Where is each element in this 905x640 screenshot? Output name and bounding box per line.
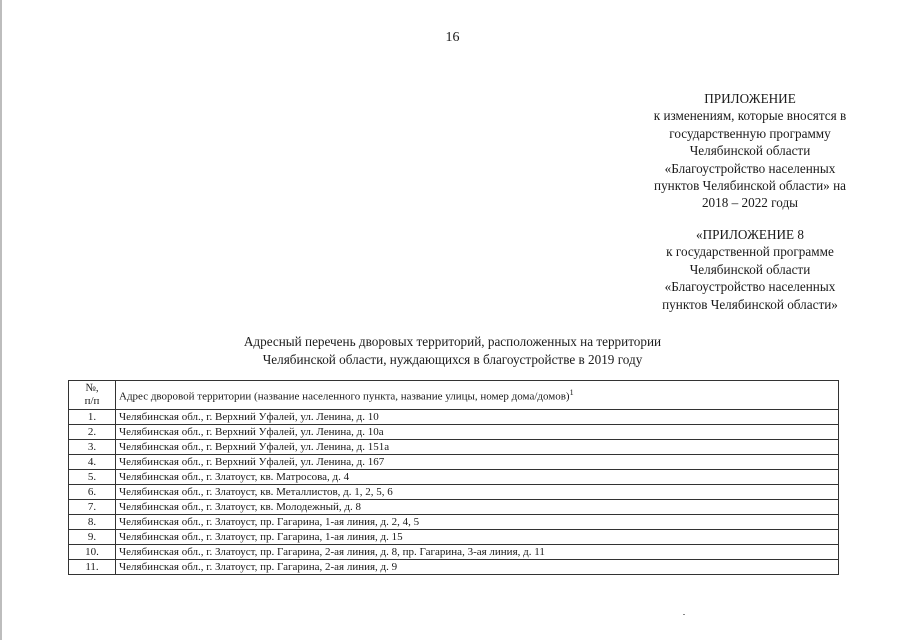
table-row <box>69 410 839 425</box>
appendix-block <box>560 90 905 212</box>
row-number: 11. <box>69 560 116 575</box>
row-number: 9. <box>69 530 116 545</box>
row-number: 2. <box>69 425 116 440</box>
appendix-line: ПРИЛОЖЕНИЕ <box>704 91 796 106</box>
row-number: 7. <box>69 500 116 515</box>
table-row <box>69 515 839 530</box>
table-row <box>69 455 839 470</box>
appendix-line: государственную программу <box>669 125 831 141</box>
table-row <box>69 500 839 515</box>
row-number: 3. <box>69 440 116 455</box>
row-address: Челябинская обл., г. Златоуст, кв. Молодежный, д. 8 <box>116 500 839 515</box>
header-number-line1: №, <box>85 382 99 394</box>
appendix8-line: Челябинской области <box>689 261 811 277</box>
appendix8-line: «ПРИЛОЖЕНИЕ 8 <box>696 227 804 242</box>
table-row <box>69 425 839 440</box>
table-row <box>69 560 839 575</box>
row-address: Челябинская обл., г. Верхний Уфалей, ул. Ленина, д. 10а <box>116 425 839 440</box>
page-number: 16 <box>445 30 460 45</box>
table-row <box>69 530 839 545</box>
scan-speck <box>683 614 685 615</box>
table-row <box>69 470 839 485</box>
row-number: 8. <box>69 515 116 530</box>
row-number: 4. <box>69 455 116 470</box>
row-address: Челябинская обл., г. Златоуст, пр. Гагарина, 1-ая линия, д. 2, 4, 5 <box>116 515 839 530</box>
title-line-2: Челябинской области, нуждающихся в благоустройстве в 2019 году <box>262 352 643 367</box>
table-header-row <box>69 381 839 410</box>
address-table <box>68 380 839 575</box>
row-number: 6. <box>69 485 116 500</box>
appendix8-line: пунктов Челябинской области» <box>662 296 838 312</box>
row-address: Челябинская обл., г. Златоуст, пр. Гагарина, 2-ая линия, д. 9 <box>116 560 839 575</box>
row-address: Челябинская обл., г. Златоуст, кв. Матросова, д. 4 <box>116 470 839 485</box>
appendix-line: к изменениям, которые вносятся в <box>653 108 847 124</box>
page-edge <box>0 0 2 640</box>
row-number: 5. <box>69 470 116 485</box>
header-number-line2: п/п <box>84 395 100 407</box>
row-address: Челябинская обл., г. Верхний Уфалей, ул. Ленина, д. 167 <box>116 455 839 470</box>
row-address: Челябинская обл., г. Златоуст, пр. Гагарина, 1-ая линия, д. 15 <box>116 530 839 545</box>
title-line-1: Адресный перечень дворовых территорий, расположенных на территории <box>243 334 662 349</box>
row-number: 10. <box>69 545 116 560</box>
appendix-line: 2018 – 2022 годы <box>701 195 799 211</box>
row-number: 1. <box>69 410 116 425</box>
appendix8-line: «Благоустройство населенных <box>664 279 836 295</box>
header-address-text: Адрес дворовой территории (название населенного пункта, название улицы, номер дома/домов) <box>119 390 570 403</box>
appendix8-block <box>560 226 905 313</box>
table-row <box>69 545 839 560</box>
header-address <box>116 381 839 410</box>
appendix-line: пунктов Челябинской области» на <box>654 178 846 194</box>
table-row <box>69 485 839 500</box>
footnote-marker: 1 <box>569 388 574 398</box>
row-address: Челябинская обл., г. Верхний Уфалей, ул. Ленина, д. 151а <box>116 440 839 455</box>
document-title <box>0 333 905 369</box>
appendix8-line: к государственной программе <box>666 244 834 260</box>
table-row <box>69 440 839 455</box>
appendix-line: «Благоустройство населенных <box>664 160 836 176</box>
row-address: Челябинская обл., г. Верхний Уфалей, ул. Ленина, д. 10 <box>116 410 839 425</box>
header-number <box>69 381 116 410</box>
appendix-line: Челябинской области <box>689 143 811 159</box>
row-address: Челябинская обл., г. Златоуст, кв. Металлистов, д. 1, 2, 5, 6 <box>116 485 839 500</box>
row-address: Челябинская обл., г. Златоуст, пр. Гагарина, 2-ая линия, д. 8, пр. Гагарина, 3-ая линия, д. 11 <box>116 545 839 560</box>
